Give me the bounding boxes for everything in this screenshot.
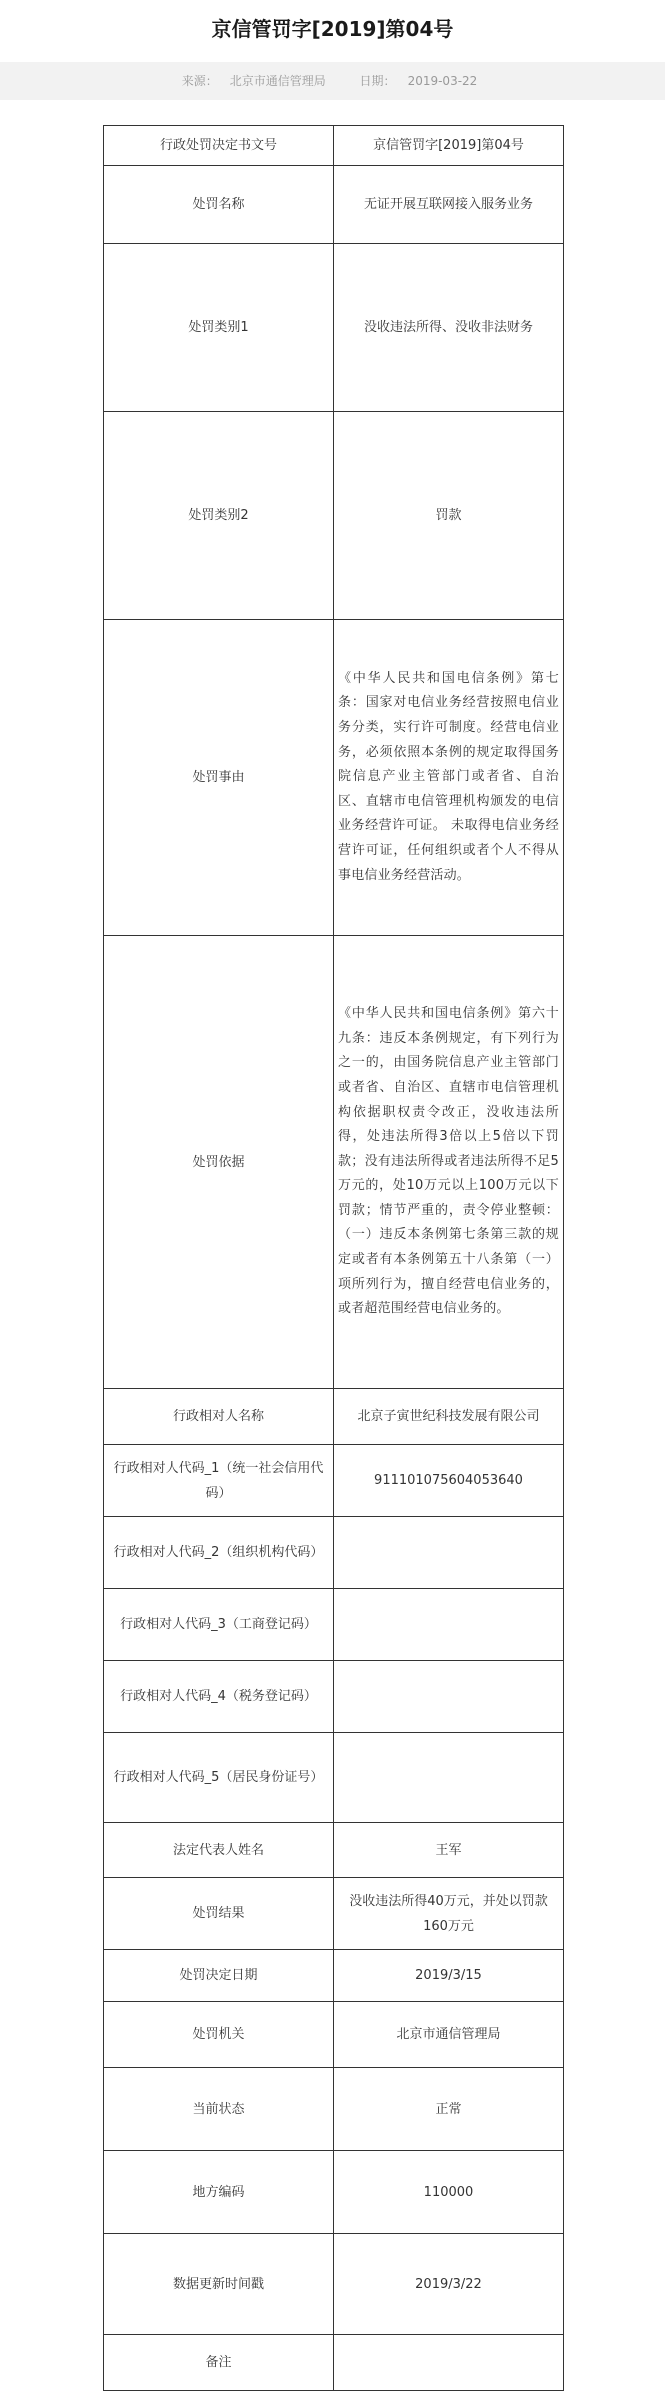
row-value xyxy=(334,2335,564,2391)
table-row xyxy=(104,126,564,166)
row-label: 处罚依据 xyxy=(104,936,334,1389)
row-label: 处罚机关 xyxy=(104,2002,334,2068)
row-value: 无证开展互联网接入服务业务 xyxy=(334,166,564,244)
row-label: 行政相对人名称 xyxy=(104,1389,334,1445)
row-value xyxy=(334,1589,564,1661)
row-label: 当前状态 xyxy=(104,2068,334,2151)
table-row xyxy=(104,1517,564,1589)
source-value: 北京市通信管理局 xyxy=(229,74,326,88)
table-row xyxy=(104,1389,564,1445)
table-row xyxy=(104,412,564,620)
row-value: 《中华人民共和国电信条例》第六十九条：违反本条例规定，有下列行为之一的，由国务院信息产业主管部门或者省、自治区、直辖市电信管理机构依据职权责令改正，没收违法所得，处违法所得3倍以上5倍以下罚款；没有违法所得或者违法所得不足5万元的，处10万元以上100万元以下罚款；情节严重的，责令停业整顿：（一）违反本条例第七条第三款的规定或者有本条例第五十八条第（一）项所列行为，擅自经营电信业务的，或者超范围经营电信业务的。 xyxy=(334,936,564,1389)
table-row xyxy=(104,936,564,1389)
row-value: 《中华人民共和国电信条例》第七条：国家对电信业务经营按照电信业务分类，实行许可制度。经营电信业务，必须依照本条例的规定取得国务院信息产业主管部门或者省、自治区、直辖市电信管理机构颁发的电信业务经营许可证。 未取得电信业务经营许可证，任何组织或者个人不得从事电信业务经营活动。 xyxy=(334,620,564,936)
row-value xyxy=(334,1517,564,1589)
table-row xyxy=(104,2068,564,2151)
row-value: 北京市通信管理局 xyxy=(334,2002,564,2068)
table-row xyxy=(104,1950,564,2002)
row-label: 行政相对人代码_3（工商登记码） xyxy=(104,1589,334,1661)
table-row xyxy=(104,1733,564,1823)
row-label: 行政相对人代码_2（组织机构代码） xyxy=(104,1517,334,1589)
table-row xyxy=(104,2151,564,2234)
table-row xyxy=(104,166,564,244)
date-wrap xyxy=(354,74,484,88)
table-row xyxy=(104,1445,564,1517)
row-label: 行政相对人代码_1（统一社会信用代码） xyxy=(104,1445,334,1517)
date-value: 2019-03-22 xyxy=(407,74,478,88)
row-label: 处罚名称 xyxy=(104,166,334,244)
row-label: 处罚决定日期 xyxy=(104,1950,334,2002)
penalty-table xyxy=(103,125,564,2391)
row-label: 处罚类别2 xyxy=(104,412,334,620)
row-value: 罚款 xyxy=(334,412,564,620)
table-row xyxy=(104,1823,564,1878)
row-label: 处罚类别1 xyxy=(104,244,334,412)
row-label: 行政相对人代码_4（税务登记码） xyxy=(104,1661,334,1733)
table-row xyxy=(104,2335,564,2391)
row-label: 处罚结果 xyxy=(104,1878,334,1950)
row-label: 处罚事由 xyxy=(104,620,334,936)
row-label: 数据更新时间戳 xyxy=(104,2234,334,2335)
row-value: 2019/3/15 xyxy=(334,1950,564,2002)
meta-bar xyxy=(0,62,665,100)
row-value: 110000 xyxy=(334,2151,564,2234)
row-value: 没收违法所得40万元，并处以罚款160万元 xyxy=(334,1878,564,1950)
date-label: 日期： xyxy=(359,74,396,88)
row-value: 王军 xyxy=(334,1823,564,1878)
table-row xyxy=(104,620,564,936)
row-value: 911101075604053640 xyxy=(334,1445,564,1517)
table-row xyxy=(104,1878,564,1950)
source-label: 来源： xyxy=(181,74,218,88)
row-value: 没收违法所得、没收非法财务 xyxy=(334,244,564,412)
table-row xyxy=(104,2234,564,2335)
row-value: 京信管罚字[2019]第04号 xyxy=(334,126,564,166)
row-label: 地方编码 xyxy=(104,2151,334,2234)
row-value xyxy=(334,1733,564,1823)
row-label: 行政相对人代码_5（居民身份证号） xyxy=(104,1733,334,1823)
table-row xyxy=(104,2002,564,2068)
row-value: 正常 xyxy=(334,2068,564,2151)
page-title: 京信管罚字[2019]第04号 xyxy=(211,17,454,41)
row-value: 2019/3/22 xyxy=(334,2234,564,2335)
table-row xyxy=(104,244,564,412)
row-label: 备注 xyxy=(104,2335,334,2391)
table-row xyxy=(104,1589,564,1661)
row-value: 北京子寅世纪科技发展有限公司 xyxy=(334,1389,564,1445)
row-label: 法定代表人姓名 xyxy=(104,1823,334,1878)
table-row xyxy=(104,1661,564,1733)
row-value xyxy=(334,1661,564,1733)
row-label: 行政处罚决定书文号 xyxy=(104,126,334,166)
